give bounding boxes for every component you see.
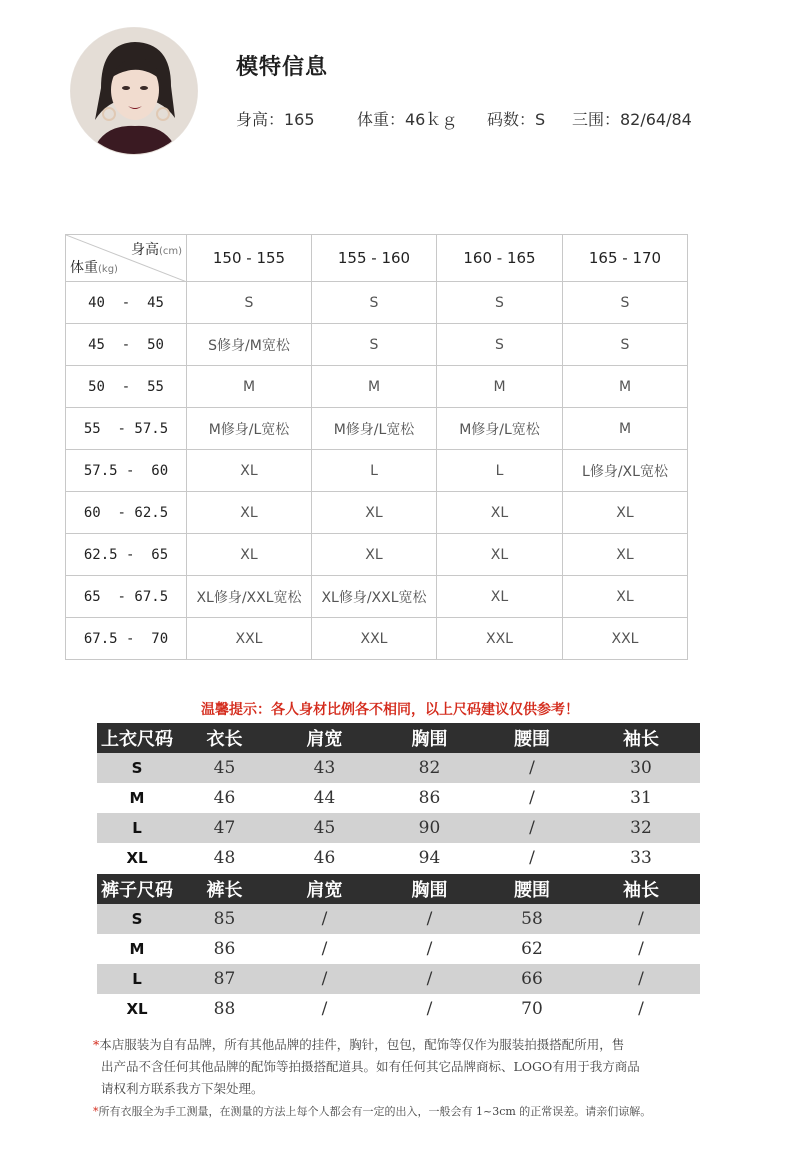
size-grid-cell: XL [563,534,688,576]
weight-row-label: 60 - 62.5 [66,492,187,534]
size-grid-cell: S [563,282,688,324]
size-grid-cell: M [312,366,437,408]
tops-value-cell: 48 [213,848,236,868]
size-grid-cell: S [312,282,437,324]
pants-value-cell: / [638,939,644,959]
size-grid-row [66,618,688,660]
size-grid-cell: XL [563,576,688,618]
pants-value-cell: / [321,999,328,1019]
size-grid-corner [66,235,187,282]
size-grid-row [66,282,688,324]
size-tip: 温馨提示：各人身材比例各不相同，以上尺码建议仅供参考！ [201,702,579,718]
size-grid-cell: XXL [312,618,437,660]
pants-value-cell: / [272,904,377,934]
height-column-header: 150 - 155 [187,235,312,282]
pants-value-cell: 85 [177,904,272,934]
size-grid-cell: M [563,366,688,408]
tops-header-cell: 上衣尺码 [97,723,177,753]
measurement-note: *所有衣服全为手工测量，在测量的方法上每个人都会有一定的出入，一般会有 1~3cm 的正常误差。请亲们谅解。 [93,1105,652,1118]
size-grid-cell: XL [437,534,563,576]
pants-size-cell: S [97,904,177,934]
pants-value-cell: / [426,939,433,959]
pants-value-cell: 70 [521,999,543,1019]
size-grid-row [66,576,688,618]
tops-value-cell: / [482,813,582,843]
pants-value-cell: / [377,964,482,994]
size-grid-cell: M [437,366,563,408]
weight-row-label: 45 - 50 [66,324,187,366]
size-grid-cell: S修身/M宽松 [187,324,312,366]
pants-header-cell: 袖长 [582,874,700,904]
pants-value-cell: / [582,904,700,934]
pants-value-cell: / [638,999,644,1019]
pants-value-cell: / [377,904,482,934]
corner-weight-label: 体重(kg) [70,260,118,276]
tops-value-cell: 94 [418,848,441,868]
weight-row-label: 50 - 55 [66,366,187,408]
size-grid-cell: XL [187,534,312,576]
size-grid-cell: M修身/L宽松 [187,408,312,450]
tops-value-cell: 46 [313,848,336,868]
size-grid-cell: XL [563,492,688,534]
size-grid-cell: S [563,324,688,366]
tops-value-cell: / [482,753,582,783]
size-grid-header-row [66,235,688,282]
pants-header-cell: 裤子尺码 [97,874,177,904]
pants-row [97,994,700,1024]
tops-header-cell: 衣长 [177,723,272,753]
size-grid-cell: XL [312,492,437,534]
tops-value-cell: / [529,848,535,868]
tops-value-cell: 90 [377,813,482,843]
size-grid-cell: S [312,324,437,366]
size-grid-cell: XL [437,576,563,618]
model-size: 码数：S [487,110,546,129]
size-grid-cell: XXL [563,618,688,660]
size-grid-cell: XL修身/XXL宽松 [312,576,437,618]
size-grid-row [66,492,688,534]
model-measurements: 三围：82/64/84 [572,110,692,129]
size-grid-cell: S [187,282,312,324]
tops-header-row [97,723,700,753]
size-grid-row [66,450,688,492]
tops-header-cell: 肩宽 [272,723,377,753]
tops-value-cell: 43 [272,753,377,783]
model-portrait-image [71,28,198,155]
brand-disclaimer-note: *本店服装为自有品牌，所有其他品牌的挂件，胸针，包包，配饰等仅作为服装拍摄搭配所用，售 出产品不含任何其他品牌的配饰等拍摄搭配道具。如有任何其它品牌商标、LOGO有用于我方商品 请权利方联系我方下架处理。 [93,1037,640,1096]
tops-row [97,783,700,813]
tops-value-cell: 46 [213,788,236,808]
size-grid-row [66,324,688,366]
size-grid-cell: XL [187,450,312,492]
tops-size-cell: M [129,789,145,807]
pants-size-cell: L [97,964,177,994]
tops-size-cell: S [97,753,177,783]
corner-height-label: 身高(cm) [130,242,182,258]
pants-header-cell: 腰围 [482,874,582,904]
pants-header-row [97,874,700,904]
size-grid-row [66,408,688,450]
tops-row [97,753,700,783]
size-grid-cell: XL [187,492,312,534]
model-height: 身高：165 [236,110,315,129]
weight-row-label: 40 - 45 [66,282,187,324]
note-star: * [93,1037,100,1052]
pants-value-cell: 87 [177,964,272,994]
tops-measurement-table [97,723,700,873]
tops-value-cell: 44 [313,788,336,808]
pants-value-cell: / [272,964,377,994]
tops-value-cell: 45 [177,753,272,783]
size-recommendation-table [65,234,688,660]
pants-row [97,964,700,994]
size-grid-cell: XXL [437,618,563,660]
tops-value-cell: 31 [630,788,652,808]
model-info-title: 模特信息 [236,55,329,80]
size-grid-cell: S [437,324,563,366]
size-grid-cell: XL [312,534,437,576]
model-weight: 体重：46ｋｇ [357,110,458,129]
height-column-header: 160 - 165 [437,235,563,282]
tops-value-cell: / [529,788,535,808]
size-grid-cell: XL [437,492,563,534]
pants-value-cell: 66 [482,964,582,994]
weight-row-label: 65 - 67.5 [66,576,187,618]
tops-value-cell: 30 [582,753,700,783]
pants-header-cell: 胸围 [377,874,482,904]
height-column-header: 155 - 160 [312,235,437,282]
pants-value-cell: / [582,964,700,994]
weight-row-label: 67.5 - 70 [66,618,187,660]
pants-size-cell: M [129,940,145,958]
size-grid-cell: XL修身/XXL宽松 [187,576,312,618]
size-grid-cell: S [437,282,563,324]
pants-value-cell: 88 [213,999,236,1019]
pants-header-cell: 肩宽 [272,874,377,904]
tops-header-cell: 袖长 [582,723,700,753]
size-grid-row [66,366,688,408]
pants-header-cell: 裤长 [177,874,272,904]
height-column-header: 165 - 170 [563,235,688,282]
pants-value-cell: 62 [521,939,543,959]
note-star: * [93,1105,99,1118]
tops-row [97,813,700,843]
pants-value-cell: 86 [213,939,236,959]
pants-measurement-table [97,874,700,1024]
pants-row [97,904,700,934]
tops-size-cell: L [97,813,177,843]
tops-value-cell: 86 [418,788,441,808]
size-grid-cell: L [312,450,437,492]
weight-row-label: 55 - 57.5 [66,408,187,450]
tops-value-cell: 32 [582,813,700,843]
pants-row [97,934,700,964]
size-grid-cell: M修身/L宽松 [312,408,437,450]
size-grid-cell: L修身/XL宽松 [563,450,688,492]
model-avatar [70,27,198,155]
pants-value-cell: / [321,939,328,959]
tops-header-cell: 腰围 [482,723,582,753]
tops-row [97,843,700,873]
size-grid-cell: XXL [187,618,312,660]
size-grid-cell: M [563,408,688,450]
pants-value-cell: 58 [482,904,582,934]
tops-header-cell: 胸围 [377,723,482,753]
size-grid-row [66,534,688,576]
tops-value-cell: 33 [630,848,652,868]
tops-value-cell: 47 [177,813,272,843]
size-grid-cell: M [187,366,312,408]
tops-value-cell: 82 [377,753,482,783]
pants-size-cell: XL [126,1000,148,1018]
size-grid-cell: M修身/L宽松 [437,408,563,450]
size-grid-cell: L [437,450,563,492]
weight-row-label: 62.5 - 65 [66,534,187,576]
tops-value-cell: 45 [272,813,377,843]
tops-size-cell: XL [126,849,148,867]
pants-value-cell: / [426,999,433,1019]
weight-row-label: 57.5 - 60 [66,450,187,492]
